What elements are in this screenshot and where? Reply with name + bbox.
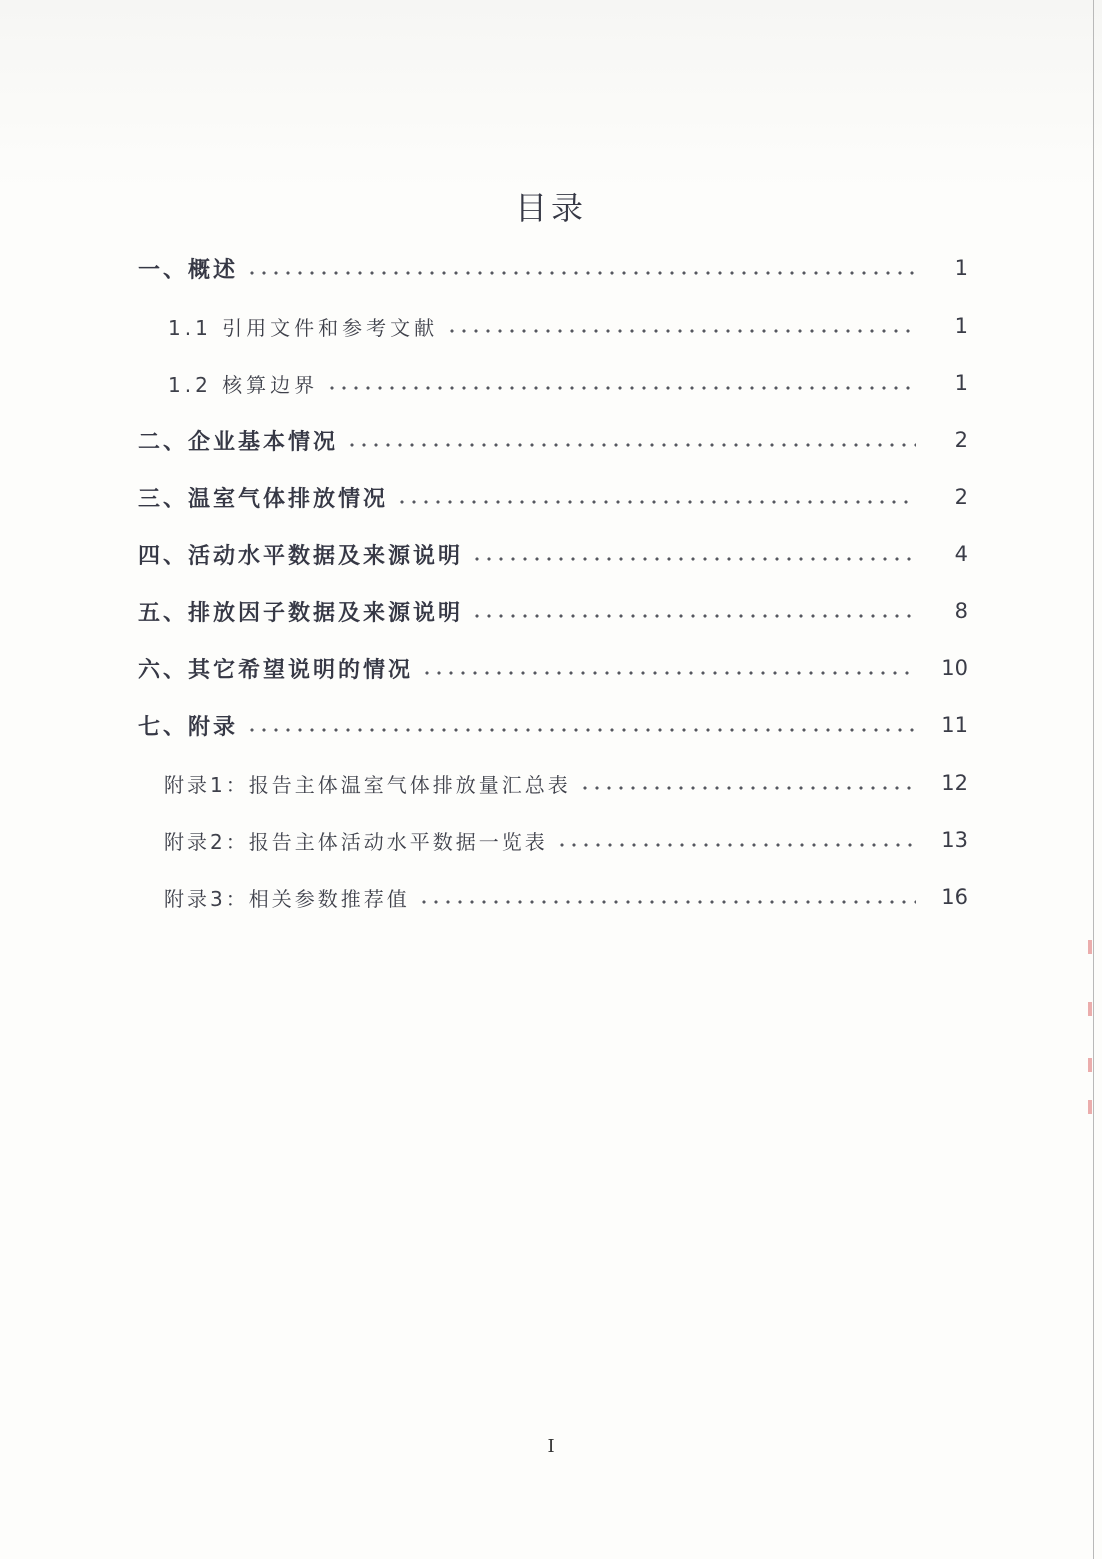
toc-entry-ghg-emissions[interactable]	[0, 477, 1102, 517]
toc-entry-page: 4	[954, 542, 968, 566]
toc-entry-page: 8	[954, 599, 968, 623]
dot-leader	[446, 329, 916, 333]
toc-entry-overview[interactable]	[0, 248, 1102, 288]
toc-entry-label: 1.2 核算边界	[168, 372, 319, 397]
toc-entry-company-info[interactable]	[0, 420, 1102, 460]
toc-entry-emission-factors[interactable]	[0, 591, 1102, 631]
toc-title: 目录	[514, 189, 587, 227]
toc-entry-label: 七、附录	[138, 714, 239, 740]
toc-entry-page: 16	[941, 885, 968, 909]
toc-entry-page: 11	[941, 713, 968, 737]
dot-leader	[579, 786, 916, 790]
dot-leader	[246, 728, 916, 732]
toc-entry-page: 2	[954, 485, 968, 509]
dot-leader	[471, 614, 916, 618]
toc-entry-other-notes[interactable]	[0, 648, 1102, 688]
dot-leader	[346, 443, 916, 447]
footer-page-number: I	[547, 1436, 555, 1457]
toc-entry-page: 1	[954, 314, 968, 338]
toc-entry-page: 13	[941, 828, 968, 852]
toc-entry-appendix-2[interactable]	[0, 820, 1102, 860]
dot-leader	[421, 671, 916, 675]
toc-entry-page: 12	[941, 771, 968, 795]
toc-entry-label: 四、活动水平数据及来源说明	[138, 543, 464, 569]
toc-entry-accounting-boundary[interactable]	[0, 363, 1102, 403]
toc-entry-references[interactable]	[0, 306, 1102, 346]
toc-entry-label: 附录1：报告主体温室气体排放量汇总表	[164, 772, 571, 797]
toc-entry-label: 附录2：报告主体活动水平数据一览表	[164, 829, 548, 854]
toc-entry-page: 10	[941, 656, 968, 680]
dot-leader	[556, 843, 916, 847]
dot-leader	[471, 557, 916, 561]
toc-entry-label: 1.1 引用文件和参考文献	[168, 315, 439, 340]
toc-entry-page: 1	[954, 371, 968, 395]
toc-entry-activity-data[interactable]	[0, 534, 1102, 574]
toc-entry-label: 五、排放因子数据及来源说明	[138, 600, 464, 626]
toc-entry-page: 1	[954, 256, 968, 280]
toc-entry-appendix-1[interactable]	[0, 763, 1102, 803]
dot-leader	[396, 500, 916, 504]
toc-entry-appendix[interactable]	[0, 705, 1102, 745]
toc-entry-appendix-3[interactable]	[0, 877, 1102, 917]
dot-leader	[246, 271, 916, 275]
toc-entry-label: 附录3：相关参数推荐值	[164, 886, 410, 911]
dot-leader	[418, 900, 916, 904]
toc-entry-label: 六、其它希望说明的情况	[138, 657, 414, 683]
toc-entry-label: 三、温室气体排放情况	[138, 486, 389, 512]
scan-artifacts	[1082, 940, 1092, 1120]
dot-leader	[326, 386, 916, 390]
toc-entry-label: 二、企业基本情况	[138, 429, 339, 455]
toc-entry-page: 2	[954, 428, 968, 452]
toc-entry-label: 一、概述	[138, 257, 239, 283]
